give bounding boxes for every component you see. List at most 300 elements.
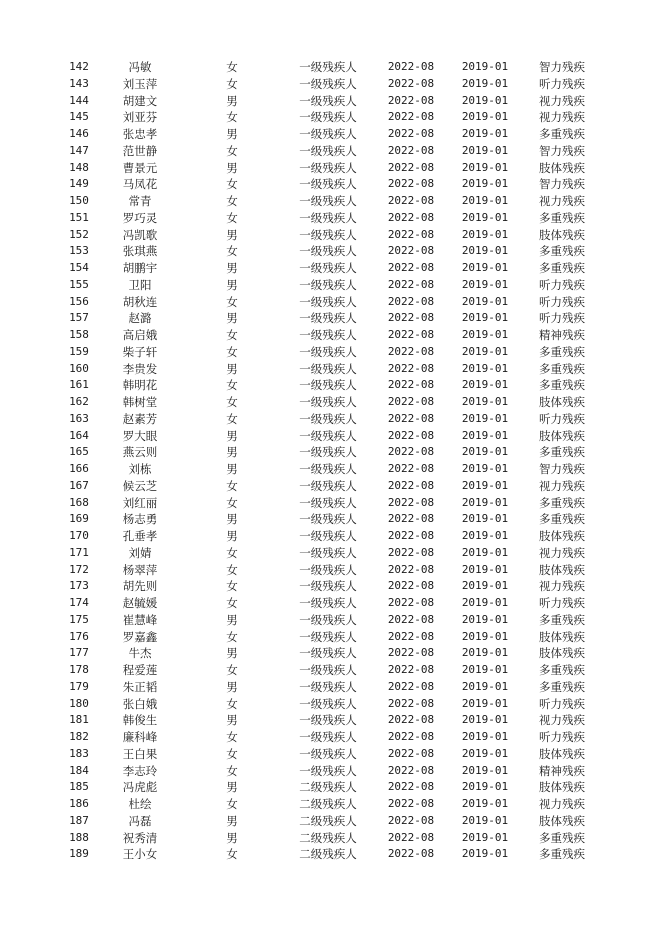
table-row	[0, 227, 662, 244]
disability-level-cell: 一级残疾人	[299, 562, 357, 577]
date-start-cell: 2019-01	[461, 294, 509, 308]
gender-cell: 女	[226, 143, 238, 158]
table-row	[0, 612, 662, 629]
date-issued-cell: 2022-08	[387, 713, 435, 727]
table-row	[0, 562, 662, 579]
person-name-cell: 曹景元	[122, 160, 158, 175]
person-name-cell: 胡鹏宇	[122, 261, 158, 275]
table-row	[0, 830, 662, 847]
row-number-cell: 167	[69, 478, 89, 492]
disability-level-cell: 一级残疾人	[299, 411, 357, 426]
person-name-cell: 程爱莲	[122, 663, 158, 677]
person-name-cell: 杨志勇	[122, 512, 158, 527]
table-row	[0, 461, 662, 478]
table-row	[0, 578, 662, 595]
disability-level-cell: 一级残疾人	[299, 679, 357, 694]
date-start-cell: 2019-01	[461, 512, 509, 526]
gender-cell: 女	[226, 797, 238, 811]
disability-type-cell: 肢体残疾	[539, 562, 585, 577]
gender-cell: 女	[226, 328, 238, 342]
disability-type-cell: 听力残疾	[539, 596, 585, 610]
date-start-cell: 2019-01	[461, 663, 509, 676]
gender-cell: 女	[226, 763, 238, 778]
disability-type-cell: 智力残疾	[539, 143, 585, 158]
disability-level-cell: 一级残疾人	[299, 395, 357, 409]
row-number-cell: 155	[69, 277, 89, 291]
disability-type-cell: 视力残疾	[539, 713, 585, 728]
date-start-cell: 2019-01	[461, 780, 509, 794]
gender-cell: 男	[226, 679, 238, 694]
person-name-cell: 罗巧灵	[122, 210, 158, 225]
table-row	[0, 813, 662, 830]
disability-level-cell: 一级残疾人	[299, 596, 357, 610]
gender-cell: 女	[226, 596, 238, 610]
disability-type-cell: 肢体残疾	[539, 813, 585, 828]
table-row	[0, 763, 662, 780]
gender-cell: 女	[226, 344, 238, 359]
date-start-cell: 2019-01	[461, 847, 509, 861]
person-name-cell: 杨翠萍	[122, 562, 158, 577]
disability-level-cell: 一级残疾人	[299, 194, 357, 208]
date-issued-cell: 2022-08	[387, 194, 435, 207]
date-start-cell: 2019-01	[461, 210, 509, 224]
table-row	[0, 444, 662, 461]
table-row	[0, 796, 662, 813]
row-number-cell: 159	[69, 344, 89, 358]
table-row	[0, 679, 662, 696]
date-start-cell: 2019-01	[461, 227, 509, 241]
disability-level-cell: 一级残疾人	[299, 763, 357, 778]
person-name-cell: 范世静	[122, 143, 158, 158]
person-name-cell: 冯凯歌	[122, 227, 158, 242]
disability-level-cell: 一级残疾人	[299, 344, 357, 359]
date-issued-cell: 2022-08	[387, 277, 435, 291]
date-issued-cell: 2022-08	[387, 847, 435, 861]
date-issued-cell: 2022-08	[387, 696, 435, 710]
date-issued-cell: 2022-08	[387, 361, 435, 375]
disability-type-cell: 视力残疾	[539, 797, 585, 811]
person-name-cell: 张白娥	[122, 696, 158, 711]
row-number-cell: 144	[69, 93, 89, 107]
disability-type-cell: 肢体残疾	[539, 646, 585, 661]
date-issued-cell: 2022-08	[387, 311, 435, 325]
disability-type-cell: 肢体残疾	[539, 746, 585, 761]
date-issued-cell: 2022-08	[387, 545, 435, 559]
table-row	[0, 143, 662, 160]
date-start-cell: 2019-01	[461, 529, 509, 542]
disability-type-cell: 视力残疾	[539, 110, 585, 125]
gender-cell: 女	[226, 395, 238, 409]
date-issued-cell: 2022-08	[387, 646, 435, 660]
gender-cell: 女	[226, 177, 238, 192]
table-row	[0, 277, 662, 294]
person-name-cell: 李志玲	[122, 763, 158, 778]
disability-level-cell: 一级残疾人	[299, 160, 357, 175]
person-name-cell: 燕云则	[122, 445, 158, 460]
disability-type-cell: 听力残疾	[539, 311, 585, 326]
gender-cell: 男	[226, 512, 238, 527]
date-issued-cell: 2022-08	[387, 797, 435, 810]
table-row	[0, 746, 662, 763]
date-issued-cell: 2022-08	[387, 378, 435, 392]
disability-level-cell: 一级残疾人	[299, 462, 357, 476]
date-start-cell: 2019-01	[461, 361, 509, 375]
person-name-cell: 柴子轩	[122, 344, 158, 359]
date-issued-cell: 2022-08	[387, 462, 435, 475]
date-issued-cell: 2022-08	[387, 495, 435, 509]
table-row	[0, 126, 662, 143]
disability-type-cell: 多重残疾	[539, 210, 585, 225]
date-start-cell: 2019-01	[461, 311, 509, 325]
row-number-cell: 182	[69, 730, 89, 743]
date-start-cell: 2019-01	[461, 696, 509, 710]
date-start-cell: 2019-01	[461, 462, 509, 475]
person-name-cell: 卫阳	[128, 277, 152, 292]
person-name-cell: 冯磊	[128, 813, 152, 828]
gender-cell: 男	[226, 780, 238, 795]
person-name-cell: 韩俊生	[122, 713, 158, 728]
disability-type-cell: 多重残疾	[539, 127, 585, 141]
person-name-cell: 高启娥	[122, 328, 158, 342]
table-row	[0, 210, 662, 227]
date-issued-cell: 2022-08	[387, 562, 435, 576]
disability-level-cell: 一级残疾人	[299, 529, 357, 543]
date-issued-cell: 2022-08	[387, 344, 435, 358]
date-issued-cell: 2022-08	[387, 294, 435, 308]
disability-level-cell: 二级残疾人	[299, 847, 357, 862]
gender-cell: 女	[226, 244, 238, 259]
table-row	[0, 243, 662, 260]
disability-type-cell: 多重残疾	[539, 663, 585, 677]
disability-level-cell: 一级残疾人	[299, 545, 357, 560]
disability-level-cell: 一级残疾人	[299, 60, 357, 74]
date-issued-cell: 2022-08	[387, 663, 435, 676]
row-number-cell: 164	[69, 428, 89, 442]
disability-type-cell: 多重残疾	[539, 512, 585, 527]
gender-cell: 女	[226, 696, 238, 711]
disability-level-cell: 一级残疾人	[299, 428, 357, 443]
disability-level-cell: 一级残疾人	[299, 294, 357, 309]
gender-cell: 女	[226, 76, 238, 91]
disability-type-cell: 视力残疾	[539, 194, 585, 208]
row-number-cell: 189	[69, 847, 89, 861]
date-issued-cell: 2022-08	[387, 428, 435, 442]
date-issued-cell: 2022-08	[387, 813, 435, 827]
gender-cell: 男	[226, 361, 238, 376]
gender-cell: 男	[226, 462, 238, 476]
disability-type-cell: 多重残疾	[539, 261, 585, 275]
row-number-cell: 179	[69, 679, 89, 693]
disability-level-cell: 一级残疾人	[299, 629, 357, 644]
person-name-cell: 罗嘉鑫	[122, 629, 158, 644]
person-name-cell: 孔垂孝	[122, 529, 158, 543]
disability-type-cell: 视力残疾	[539, 579, 585, 594]
row-number-cell: 175	[69, 612, 89, 626]
person-name-cell: 候云芝	[122, 478, 158, 493]
gender-cell: 女	[226, 746, 238, 761]
table-row	[0, 595, 662, 612]
table-row	[0, 411, 662, 428]
person-name-cell: 常青	[128, 194, 152, 208]
row-number-cell: 160	[69, 361, 89, 375]
person-name-cell: 王白果	[122, 746, 158, 761]
disability-type-cell: 视力残疾	[539, 545, 585, 560]
table-row	[0, 779, 662, 796]
gender-cell: 男	[226, 612, 238, 627]
row-number-cell: 165	[69, 445, 89, 459]
disability-level-cell: 一级残疾人	[299, 110, 357, 125]
date-start-cell: 2019-01	[461, 411, 509, 425]
date-issued-cell: 2022-08	[387, 76, 435, 90]
gender-cell: 女	[226, 194, 238, 208]
disability-level-cell: 一级残疾人	[299, 227, 357, 242]
date-issued-cell: 2022-08	[387, 328, 435, 341]
date-start-cell: 2019-01	[461, 545, 509, 559]
disability-type-cell: 多重残疾	[539, 847, 585, 862]
disability-type-cell: 肢体残疾	[539, 428, 585, 443]
table-row	[0, 528, 662, 545]
disability-type-cell: 听力残疾	[539, 696, 585, 711]
disability-level-cell: 一级残疾人	[299, 478, 357, 493]
date-issued-cell: 2022-08	[387, 512, 435, 526]
table-row	[0, 361, 662, 378]
date-issued-cell: 2022-08	[387, 244, 435, 258]
gender-cell: 女	[226, 629, 238, 644]
disability-level-cell: 一级残疾人	[299, 646, 357, 661]
row-number-cell: 187	[69, 813, 89, 827]
table-row	[0, 76, 662, 93]
date-start-cell: 2019-01	[461, 160, 509, 174]
table-row	[0, 629, 662, 646]
gender-cell: 女	[226, 495, 238, 510]
disability-type-cell: 多重残疾	[539, 445, 585, 460]
disability-level-cell: 一级残疾人	[299, 93, 357, 108]
date-issued-cell: 2022-08	[387, 160, 435, 174]
disability-type-cell: 多重残疾	[539, 679, 585, 694]
table-row	[0, 160, 662, 177]
date-start-cell: 2019-01	[461, 746, 509, 760]
gender-cell: 男	[226, 277, 238, 292]
roster-table	[0, 59, 662, 863]
person-name-cell: 韩树堂	[122, 395, 158, 409]
gender-cell: 女	[226, 562, 238, 577]
disability-type-cell: 智力残疾	[539, 60, 585, 74]
date-start-cell: 2019-01	[461, 277, 509, 291]
table-row	[0, 846, 662, 863]
table-row	[0, 93, 662, 110]
date-start-cell: 2019-01	[461, 629, 509, 643]
gender-cell: 女	[226, 210, 238, 225]
gender-cell: 男	[226, 529, 238, 543]
row-number-cell: 147	[69, 143, 89, 157]
date-start-cell: 2019-01	[461, 110, 509, 124]
gender-cell: 男	[226, 93, 238, 108]
disability-level-cell: 一级残疾人	[299, 261, 357, 275]
date-issued-cell: 2022-08	[387, 478, 435, 492]
date-issued-cell: 2022-08	[387, 830, 435, 844]
person-name-cell: 刘亚芬	[122, 110, 158, 125]
row-number-cell: 163	[69, 411, 89, 425]
table-row	[0, 344, 662, 361]
date-issued-cell: 2022-08	[387, 730, 435, 743]
disability-level-cell: 二级残疾人	[299, 797, 357, 811]
gender-cell: 男	[226, 227, 238, 242]
row-number-cell: 173	[69, 579, 89, 593]
disability-type-cell: 听力残疾	[539, 294, 585, 309]
person-name-cell: 韩明花	[122, 378, 158, 393]
date-start-cell: 2019-01	[461, 428, 509, 442]
date-issued-cell: 2022-08	[387, 60, 435, 73]
table-row	[0, 645, 662, 662]
date-issued-cell: 2022-08	[387, 529, 435, 542]
disability-level-cell: 一级残疾人	[299, 143, 357, 158]
date-start-cell: 2019-01	[461, 395, 509, 408]
row-number-cell: 151	[69, 210, 89, 224]
gender-cell: 男	[226, 813, 238, 828]
disability-level-cell: 一级残疾人	[299, 76, 357, 91]
gender-cell: 女	[226, 730, 238, 744]
disability-level-cell: 二级残疾人	[299, 780, 357, 795]
disability-type-cell: 肢体残疾	[539, 227, 585, 242]
table-row	[0, 729, 662, 746]
disability-level-cell: 一级残疾人	[299, 244, 357, 259]
person-name-cell: 赵素芳	[122, 411, 158, 426]
date-issued-cell: 2022-08	[387, 596, 435, 609]
person-name-cell: 朱正韬	[122, 679, 158, 694]
person-name-cell: 廉科峰	[122, 730, 158, 744]
person-name-cell: 张琪燕	[122, 244, 158, 259]
date-start-cell: 2019-01	[461, 244, 509, 258]
date-start-cell: 2019-01	[461, 679, 509, 693]
row-number-cell: 166	[69, 462, 89, 475]
disability-level-cell: 一级残疾人	[299, 361, 357, 376]
person-name-cell: 冯敏	[128, 60, 152, 74]
row-number-cell: 176	[69, 629, 89, 643]
gender-cell: 女	[226, 378, 238, 393]
disability-type-cell: 视力残疾	[539, 93, 585, 108]
date-start-cell: 2019-01	[461, 328, 509, 341]
table-row	[0, 394, 662, 411]
person-name-cell: 胡先则	[122, 579, 158, 594]
gender-cell: 女	[226, 579, 238, 594]
person-name-cell: 马凤花	[122, 177, 158, 192]
row-number-cell: 156	[69, 294, 89, 308]
date-issued-cell: 2022-08	[387, 93, 435, 107]
date-start-cell: 2019-01	[461, 194, 509, 207]
disability-type-cell: 多重残疾	[539, 612, 585, 627]
date-start-cell: 2019-01	[461, 579, 509, 593]
disability-level-cell: 一级残疾人	[299, 579, 357, 594]
gender-cell: 女	[226, 847, 238, 862]
date-issued-cell: 2022-08	[387, 110, 435, 124]
disability-type-cell: 听力残疾	[539, 411, 585, 426]
date-issued-cell: 2022-08	[387, 763, 435, 777]
disability-level-cell: 一级残疾人	[299, 445, 357, 460]
disability-level-cell: 一级残疾人	[299, 730, 357, 744]
row-number-cell: 154	[69, 261, 89, 274]
person-name-cell: 刘婧	[128, 545, 152, 560]
gender-cell: 女	[226, 478, 238, 493]
disability-type-cell: 肢体残疾	[539, 529, 585, 543]
disability-level-cell: 二级残疾人	[299, 830, 357, 845]
gender-cell: 男	[226, 713, 238, 728]
disability-type-cell: 智力残疾	[539, 462, 585, 476]
date-issued-cell: 2022-08	[387, 127, 435, 140]
table-row	[0, 511, 662, 528]
disability-level-cell: 一级残疾人	[299, 495, 357, 510]
date-issued-cell: 2022-08	[387, 579, 435, 593]
table-row	[0, 696, 662, 713]
gender-cell: 女	[226, 294, 238, 309]
date-start-cell: 2019-01	[461, 612, 509, 626]
row-number-cell: 152	[69, 227, 89, 241]
date-issued-cell: 2022-08	[387, 395, 435, 408]
row-number-cell: 145	[69, 110, 89, 124]
date-start-cell: 2019-01	[461, 76, 509, 90]
gender-cell: 女	[226, 60, 238, 74]
table-row	[0, 377, 662, 394]
disability-level-cell: 一级残疾人	[299, 512, 357, 527]
date-start-cell: 2019-01	[461, 478, 509, 492]
disability-level-cell: 一级残疾人	[299, 713, 357, 728]
date-start-cell: 2019-01	[461, 646, 509, 660]
disability-level-cell: 一级残疾人	[299, 328, 357, 342]
gender-cell: 女	[226, 110, 238, 125]
person-name-cell: 赵毓媛	[122, 596, 158, 610]
disability-level-cell: 一级残疾人	[299, 696, 357, 711]
gender-cell: 男	[226, 646, 238, 661]
date-issued-cell: 2022-08	[387, 411, 435, 425]
disability-type-cell: 多重残疾	[539, 495, 585, 510]
disability-type-cell: 精神残疾	[539, 763, 585, 778]
disability-level-cell: 一级残疾人	[299, 210, 357, 225]
row-number-cell: 178	[69, 663, 89, 676]
gender-cell: 女	[226, 545, 238, 560]
disability-type-cell: 智力残疾	[539, 177, 585, 192]
disability-type-cell: 听力残疾	[539, 277, 585, 292]
person-name-cell: 胡建文	[122, 93, 158, 108]
row-number-cell: 181	[69, 713, 89, 727]
disability-level-cell: 一级残疾人	[299, 378, 357, 393]
row-number-cell: 188	[69, 830, 89, 844]
person-name-cell: 罗大眼	[122, 428, 158, 443]
table-row	[0, 59, 662, 76]
date-start-cell: 2019-01	[461, 713, 509, 727]
date-issued-cell: 2022-08	[387, 445, 435, 459]
gender-cell: 女	[226, 663, 238, 677]
row-number-cell: 153	[69, 244, 89, 258]
table-row	[0, 176, 662, 193]
row-number-cell: 150	[69, 194, 89, 207]
date-issued-cell: 2022-08	[387, 612, 435, 626]
row-number-cell: 177	[69, 646, 89, 660]
row-number-cell: 143	[69, 76, 89, 90]
date-start-cell: 2019-01	[461, 127, 509, 140]
row-number-cell: 185	[69, 780, 89, 794]
disability-type-cell: 视力残疾	[539, 478, 585, 493]
gender-cell: 男	[226, 261, 238, 275]
row-number-cell: 170	[69, 529, 89, 542]
date-start-cell: 2019-01	[461, 378, 509, 392]
date-issued-cell: 2022-08	[387, 261, 435, 274]
table-row	[0, 260, 662, 277]
disability-level-cell: 二级残疾人	[299, 813, 357, 828]
gender-cell: 男	[226, 311, 238, 326]
date-start-cell: 2019-01	[461, 813, 509, 827]
person-name-cell: 祝秀清	[122, 830, 158, 845]
row-number-cell: 171	[69, 545, 89, 559]
date-start-cell: 2019-01	[461, 143, 509, 157]
